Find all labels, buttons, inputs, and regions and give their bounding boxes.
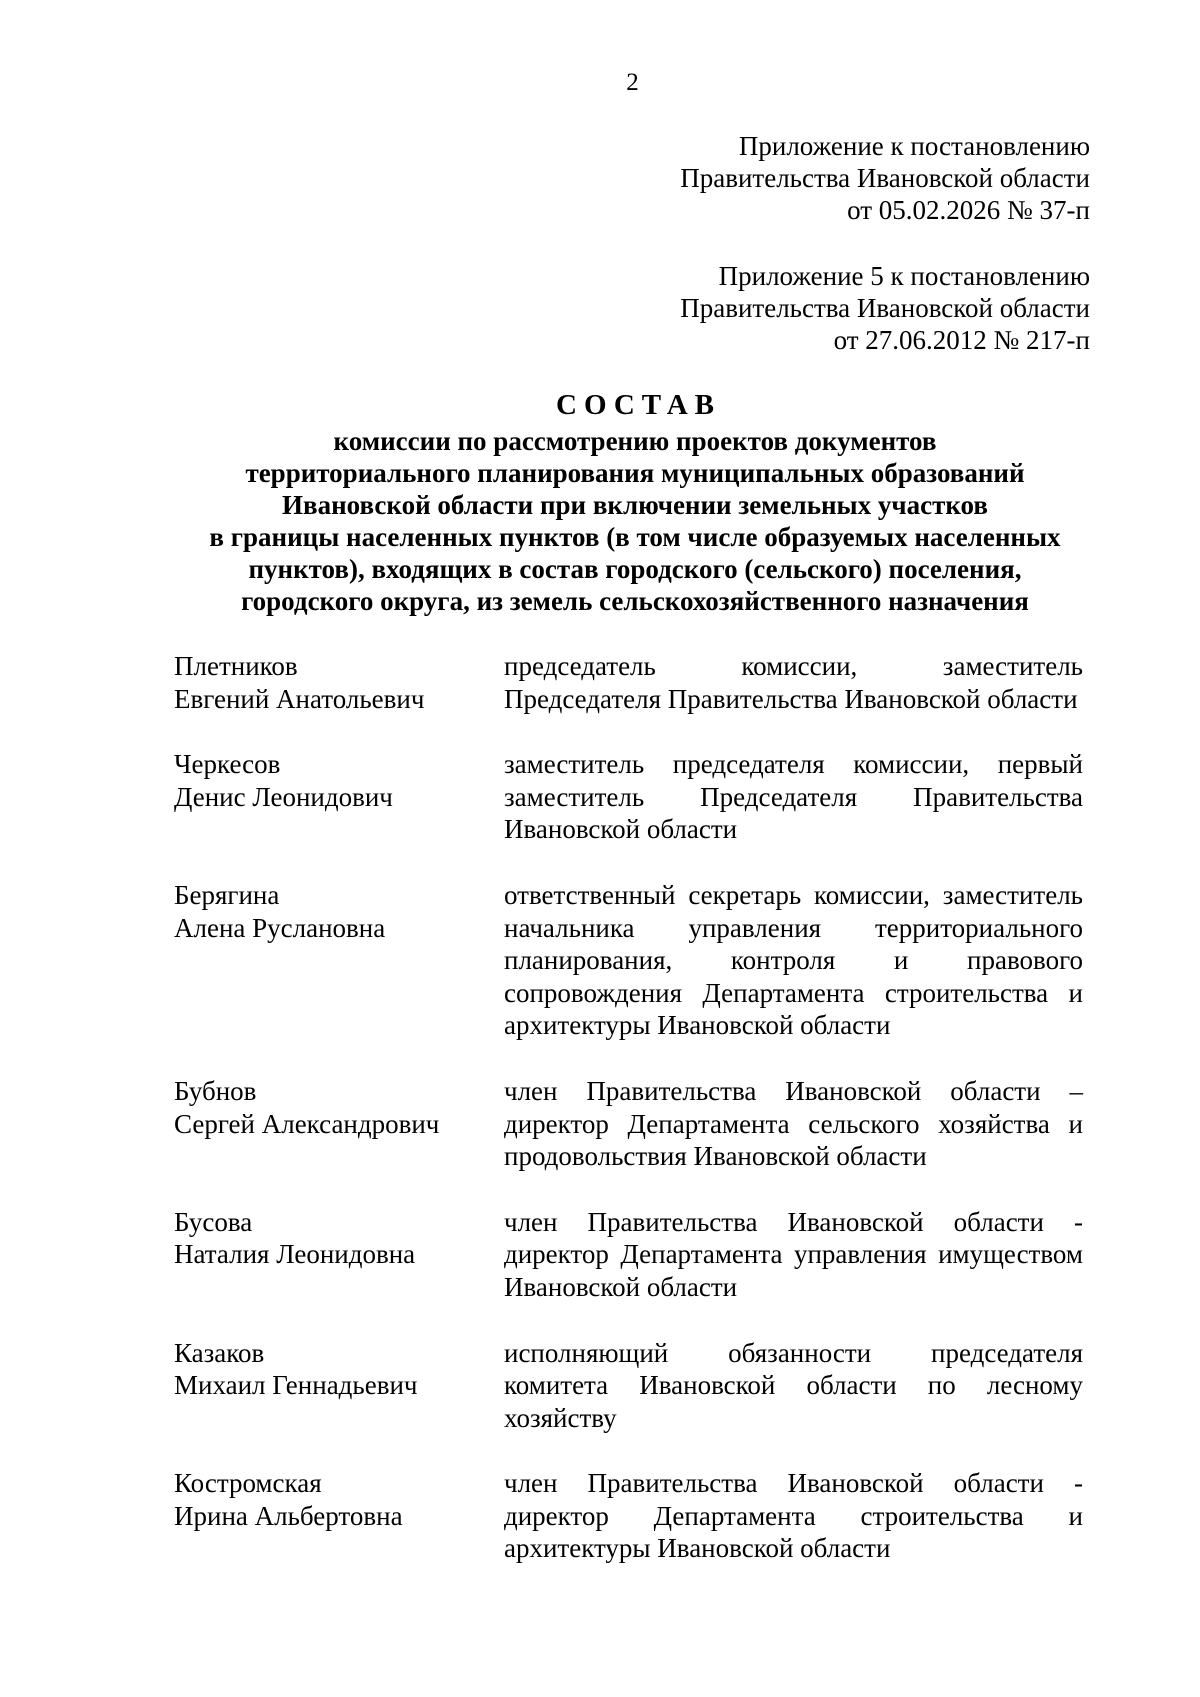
document-title-block bbox=[170, 385, 1100, 617]
member-surname: Бубнов bbox=[174, 1075, 257, 1106]
member-given-names: Ирина Альбертовна bbox=[174, 1500, 403, 1531]
member-name bbox=[174, 1206, 504, 1304]
document-subtitle-line: пунктов), входящих в состав городского (сельского) поселения, bbox=[248, 554, 1022, 584]
member-given-names: Наталия Леонидовна bbox=[174, 1239, 416, 1270]
member-name bbox=[174, 1337, 504, 1435]
member-entry bbox=[174, 1467, 1083, 1565]
member-name bbox=[174, 879, 504, 1042]
document-subtitle-line: Ивановской области при включении земельных участков bbox=[282, 490, 988, 520]
appendix-current-line: Приложение к постановлению bbox=[738, 131, 1090, 161]
member-name bbox=[174, 1467, 504, 1565]
document-subtitle-line: комиссии по рассмотрению проектов документов bbox=[333, 426, 937, 456]
member-name bbox=[174, 748, 504, 846]
member-entry bbox=[174, 1206, 1083, 1304]
member-name bbox=[174, 650, 504, 715]
appendix-original-line: Правительства Ивановской области bbox=[680, 293, 1090, 323]
document-title: СОСТАВ bbox=[556, 389, 721, 421]
member-role: председатель комиссии, заместитель Председателя Правительства Ивановской области bbox=[504, 651, 1083, 714]
member-role: заместитель председателя комиссии, первый заместитель Председателя Правительства Ивановской области bbox=[504, 749, 1083, 845]
member-given-names: Денис Леонидович bbox=[174, 781, 393, 812]
member-surname: Плетников bbox=[174, 651, 298, 681]
member-name bbox=[174, 1075, 504, 1173]
page-number: 2 bbox=[626, 69, 639, 96]
member-entry bbox=[174, 650, 1083, 715]
member-surname: Берягина bbox=[174, 879, 280, 910]
member-entry bbox=[174, 1337, 1083, 1435]
appendix-current-line: Правительства Ивановской области bbox=[680, 163, 1090, 193]
appendix-original-line: Приложение 5 к постановлению bbox=[718, 261, 1090, 291]
appendix-original-block bbox=[680, 260, 1090, 356]
member-entry bbox=[174, 748, 1083, 846]
member-given-names: Сергей Александрович bbox=[174, 1108, 440, 1139]
appendix-original-line: от 27.06.2012 № 217-п bbox=[833, 325, 1090, 355]
member-surname: Бусова bbox=[174, 1206, 253, 1237]
appendix-current-block bbox=[680, 130, 1090, 226]
document-subtitle-line: территориального планирования муниципальных образований bbox=[245, 458, 1025, 488]
member-given-names: Евгений Анатольевич bbox=[174, 683, 425, 714]
member-role: член Правительства Ивановской области - директор Департамента строительства и архитектуры Ивановской области bbox=[504, 1468, 1083, 1564]
member-given-names: Алена Руслановна bbox=[174, 912, 386, 943]
member-surname: Казаков bbox=[174, 1337, 265, 1368]
appendix-current-line: от 05.02.2026 № 37-п bbox=[847, 195, 1090, 225]
member-entry bbox=[174, 1075, 1083, 1173]
member-role: ответственный секретарь комиссии, заместитель начальника управления территориального планирования, контроля и правового сопровождения Департамента строительства и архитектуры Ивановской области bbox=[504, 879, 1083, 1041]
member-entry bbox=[174, 879, 1083, 1042]
member-surname: Черкесов bbox=[174, 749, 281, 780]
member-role: член Правительства Ивановской области – директор Департамента сельского хозяйства и продовольствия Ивановской области bbox=[504, 1075, 1083, 1172]
member-role: исполняющий обязанности председателя комитета Ивановской области по лесному хозяйству bbox=[504, 1337, 1083, 1433]
document-subtitle-line: городского округа, из земель сельскохозяйственного назначения bbox=[241, 586, 1029, 616]
member-surname: Костромская bbox=[174, 1468, 322, 1499]
member-given-names: Михаил Геннадьевич bbox=[174, 1370, 418, 1401]
document-subtitle-line: в границы населенных пунктов (в том числе образуемых населенных bbox=[209, 522, 1061, 552]
member-role: член Правительства Ивановской области - директор Департамента управления имуществом Ивановской области bbox=[504, 1206, 1083, 1302]
commission-members-list bbox=[174, 650, 1083, 1598]
